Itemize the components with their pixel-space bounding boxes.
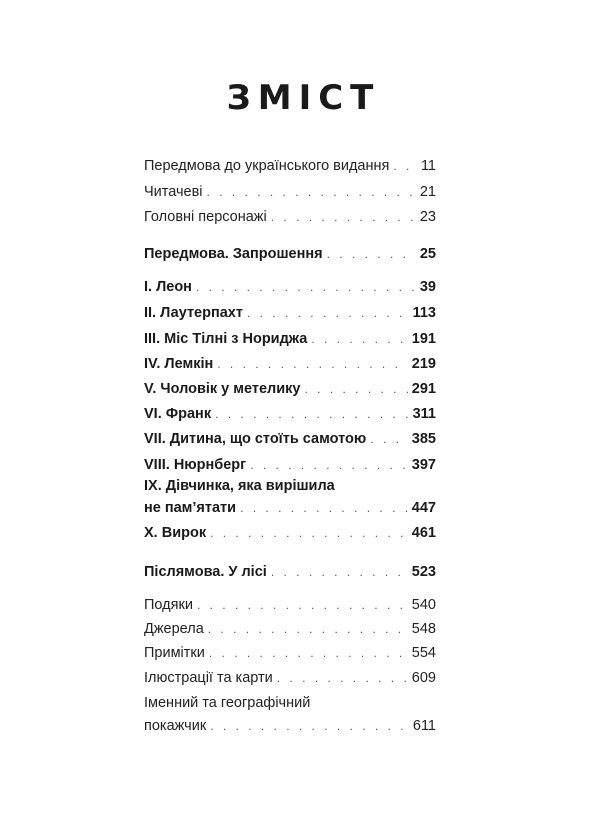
dot-leader xyxy=(209,644,408,662)
dot-leader xyxy=(393,157,417,175)
toc-entry-page: 540 xyxy=(411,597,436,613)
toc-entry-label: VII. Дитина, що стоїть самотою xyxy=(144,431,367,447)
toc-entry-page: 191 xyxy=(411,331,436,347)
toc-entry-prologue[interactable] xyxy=(144,245,436,263)
toc-entry-label: Передмова. Запрошення xyxy=(144,246,323,262)
toc-entry-label: VI. Франк xyxy=(144,406,212,422)
toc-entry-page: 21 xyxy=(419,184,436,200)
toc-entry-label: Післямова. У лісі xyxy=(144,564,267,580)
dot-leader xyxy=(277,669,408,687)
toc-entry-label: покажчик xyxy=(144,718,207,734)
toc-entry-epilogue[interactable] xyxy=(144,563,436,581)
dot-leader xyxy=(305,380,408,398)
toc-entry-chapter-6[interactable] xyxy=(144,405,436,423)
toc-entry-label: III. Міс Тілні з Нориджа xyxy=(144,331,308,347)
toc-entry-page: 25 xyxy=(419,246,436,262)
dot-leader xyxy=(370,430,408,448)
toc-entry-label: Головні персонажі xyxy=(144,209,267,225)
dot-leader xyxy=(250,456,408,474)
toc-entry-chapter-9[interactable] xyxy=(144,499,436,517)
toc-entry-chapter-4[interactable] xyxy=(144,355,436,373)
toc-entry-back-3[interactable] xyxy=(144,669,436,687)
toc-entry-front-2[interactable] xyxy=(144,208,436,226)
dot-leader xyxy=(217,355,408,373)
toc-entry-back-1[interactable] xyxy=(144,620,436,638)
dot-leader xyxy=(210,717,409,735)
toc-entry-page: 554 xyxy=(411,645,436,661)
toc-entry-label: IV. Лемкін xyxy=(144,356,214,372)
toc-entry-chapter-7[interactable] xyxy=(144,430,436,448)
dot-leader xyxy=(247,304,409,322)
toc-entry-label: I. Леон xyxy=(144,279,192,295)
toc-entry-page: 385 xyxy=(411,431,436,447)
toc-entry-front-0[interactable] xyxy=(144,157,436,175)
toc-entry-page: 291 xyxy=(411,381,436,397)
toc-entry-label: V. Чоловік у метелику xyxy=(144,381,301,397)
toc-entry-chapter-3[interactable] xyxy=(144,330,436,348)
dot-leader xyxy=(271,563,408,581)
toc-entry-page: 23 xyxy=(419,209,436,225)
toc-entry-chapter-9-line1[interactable]: IX. Дівчинка, яка вирішила xyxy=(144,478,335,494)
toc-entry-page: 611 xyxy=(412,718,436,734)
dot-leader xyxy=(196,278,416,296)
toc-entry-page: 11 xyxy=(420,158,436,174)
toc-entry-chapter-1[interactable] xyxy=(144,278,436,296)
toc-entry-page: 219 xyxy=(411,356,436,372)
toc-entry-chapter-8[interactable] xyxy=(144,456,436,474)
toc-entry-label: не пам’ятати xyxy=(144,500,237,516)
dot-leader xyxy=(240,499,408,517)
toc-entry-label: Читачеві xyxy=(144,184,203,200)
dot-leader xyxy=(207,183,416,201)
toc-entry-label: II. Лаутерпахт xyxy=(144,305,243,321)
dot-leader xyxy=(327,245,416,263)
toc-entry-label: Примітки xyxy=(144,645,205,661)
toc-entry-page: 523 xyxy=(411,564,436,580)
toc-entry-label: Подяки xyxy=(144,597,193,613)
dot-leader xyxy=(271,208,416,226)
toc-entry-label: Ілюстрації та карти xyxy=(144,670,273,686)
toc-entry-chapter-5[interactable] xyxy=(144,380,436,398)
toc-entry-page: 39 xyxy=(419,279,436,295)
dot-leader xyxy=(210,524,408,542)
toc-entry-page: 311 xyxy=(412,406,436,422)
toc-entry-index[interactable] xyxy=(144,717,436,735)
toc-entry-front-1[interactable] xyxy=(144,183,436,201)
toc-entry-page: 397 xyxy=(411,457,436,473)
toc-entry-page: 461 xyxy=(411,525,436,541)
toc-entry-label: Джерела xyxy=(144,621,204,637)
toc-entry-index-line1[interactable]: Іменний та географічний xyxy=(144,695,311,711)
toc-entry-back-0[interactable] xyxy=(144,596,436,614)
dot-leader xyxy=(215,405,409,423)
toc-entry-chapter-2[interactable] xyxy=(144,304,436,322)
toc-entry-page: 548 xyxy=(411,621,436,637)
toc-entry-back-2[interactable] xyxy=(144,644,436,662)
dot-leader xyxy=(311,330,407,348)
toc-entry-chapter-10[interactable] xyxy=(144,524,436,542)
page-title: ЗМІСТ xyxy=(226,78,381,118)
toc-entry-label: VIII. Нюрнберг xyxy=(144,457,247,473)
toc-entry-label: Передмова до українського видання xyxy=(144,158,390,174)
dot-leader xyxy=(197,596,408,614)
toc-entry-page: 447 xyxy=(411,500,436,516)
toc-entry-page: 609 xyxy=(411,670,436,686)
dot-leader xyxy=(208,620,408,638)
toc-entry-label: X. Вирок xyxy=(144,525,207,541)
toc-entry-page: 113 xyxy=(412,305,436,321)
